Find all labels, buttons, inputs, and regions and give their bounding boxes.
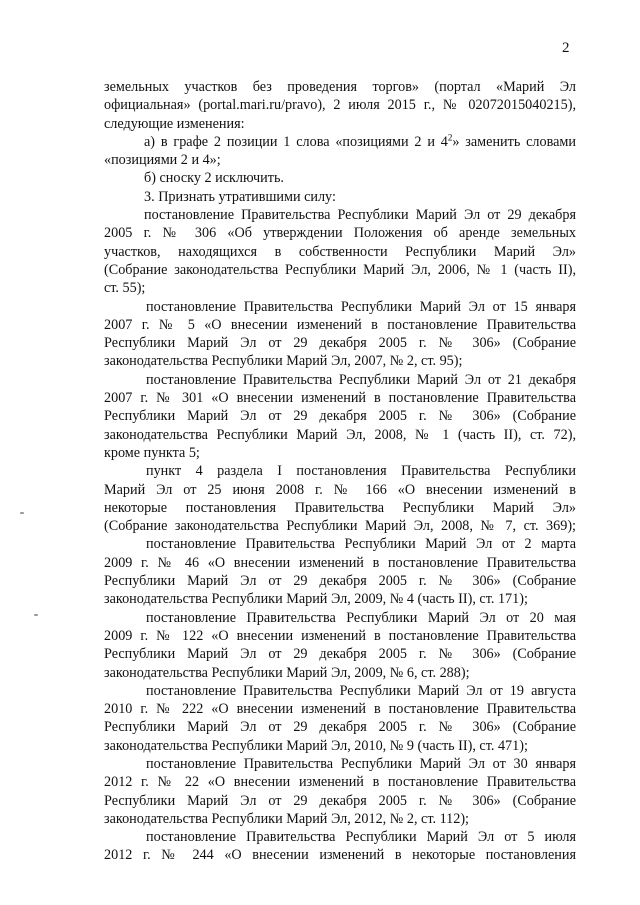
page-number: 2	[562, 40, 570, 56]
text-line: 2007 г. № 301 «О внесении изменений в постановление Правительства	[104, 390, 576, 407]
text-line: 2010 г. № 222 «О внесении изменений в постановление Правительства	[104, 701, 576, 718]
text-line: кроме пункта 5;	[104, 444, 200, 461]
text-line: следующие изменения:	[104, 115, 245, 132]
text-line: Республики Марий Эл от 29 декабря 2005 г. № 306» (Собрание	[104, 792, 576, 809]
text-line: Республики Марий Эл от 29 декабря 2005 г. № 306» (Собрание	[104, 646, 576, 663]
text-line: пункт 4 раздела I постановления Правительства Республики	[146, 463, 576, 480]
text-line: постановление Правительства Республики Марий Эл от 20 мая	[146, 609, 576, 626]
text-line: ст. 55);	[104, 280, 146, 297]
scan-mark	[20, 512, 24, 514]
text-line: 2005 г. № 306 «Об утверждении Положения об аренде земельных	[104, 225, 576, 242]
text-line: постановление Правительства Республики Марий Эл от 30 января	[146, 755, 576, 772]
text-line: участков, находящихся в собственности Республики Марий Эл»	[104, 243, 576, 260]
text-line: 2012 г. № 22 «О внесении изменений в постановление Правительства	[104, 774, 576, 791]
text-line: «позициями 2 и 4»;	[104, 152, 221, 169]
text-line: 2007 г. № 5 «О внесении изменений в постановление Правительства	[104, 316, 576, 333]
text-line: постановление Правительства Республики Марий Эл от 15 января	[146, 298, 576, 315]
text-line: постановление Правительства Республики Марий Эл от 5 июля	[146, 829, 576, 846]
text-line: постановление Правительства Республики Марий Эл от 2 марта	[146, 536, 576, 553]
text-line: законодательства Республики Марий Эл, 2012, № 2, ст. 112);	[104, 810, 469, 827]
text-line: постановление Правительства Республики Марий Эл от 21 декабря	[146, 371, 576, 388]
text-line: официальная» (portal.mari.ru/pravo), 2 июля 2015 г., № 02072015040215),	[104, 97, 576, 114]
text-line: Марий Эл от 25 июня 2008 г. № 166 «О внесении изменений в	[104, 481, 576, 498]
text-line: законодательства Республики Марий Эл, 2009, № 4 (часть II), ст. 171);	[104, 591, 528, 608]
text-line: 2012 г. № 244 «О внесении изменений в некоторые постановления	[104, 847, 576, 864]
text-line: законодательства Республики Марий Эл, 2008, № 1 (часть II), ст. 72),	[104, 426, 576, 443]
text-line: (Собрание законодательства Республики Марий Эл, 2006, № 1 (часть II),	[104, 261, 576, 278]
text-line: Республики Марий Эл от 29 декабря 2005 г. № 306» (Собрание	[104, 719, 576, 736]
text-line: Республики Марий Эл от 29 декабря 2005 г. № 306» (Собрание	[104, 408, 576, 425]
text-line: Республики Марий Эл от 29 декабря 2005 г. № 306» (Собрание	[104, 335, 576, 352]
document-body	[104, 78, 576, 865]
text-line: законодательства Республики Марий Эл, 2010, № 9 (часть II), ст. 471);	[104, 737, 528, 754]
scan-mark	[34, 614, 38, 616]
text-line: а) в графе 2 позиции 1 слова «позициями 2 и $4^2$» заменить словами	[144, 132, 576, 150]
text-line: законодательства Республики Марий Эл, 2009, № 6, ст. 288);	[104, 664, 470, 681]
text-line: 2009 г. № 46 «О внесении изменений в постановление Правительства	[104, 554, 576, 571]
text-line: постановление Правительства Республики Марий Эл от 29 декабря	[144, 207, 576, 224]
text-line: Республики Марий Эл от 29 декабря 2005 г. № 306» (Собрание	[104, 573, 576, 590]
text-line: постановление Правительства Республики Марий Эл от 19 августа	[146, 682, 576, 699]
text-line: земельных участков без проведения торгов» (портал «Марий Эл	[104, 79, 576, 95]
text-line: (Собрание законодательства Республики Марий Эл, 2008, № 7, ст. 369);	[104, 518, 576, 535]
text-line: б) сноску 2 исключить.	[144, 170, 284, 187]
text-line: 3. Признать утратившими силу:	[144, 188, 336, 205]
text-line: законодательства Республики Марий Эл, 2007, № 2, ст. 95);	[104, 353, 463, 370]
text-line: 2009 г. № 122 «О внесении изменений в постановление Правительства	[104, 627, 576, 644]
text-line: некоторые постановления Правительства Республики Марий Эл»	[104, 499, 576, 516]
